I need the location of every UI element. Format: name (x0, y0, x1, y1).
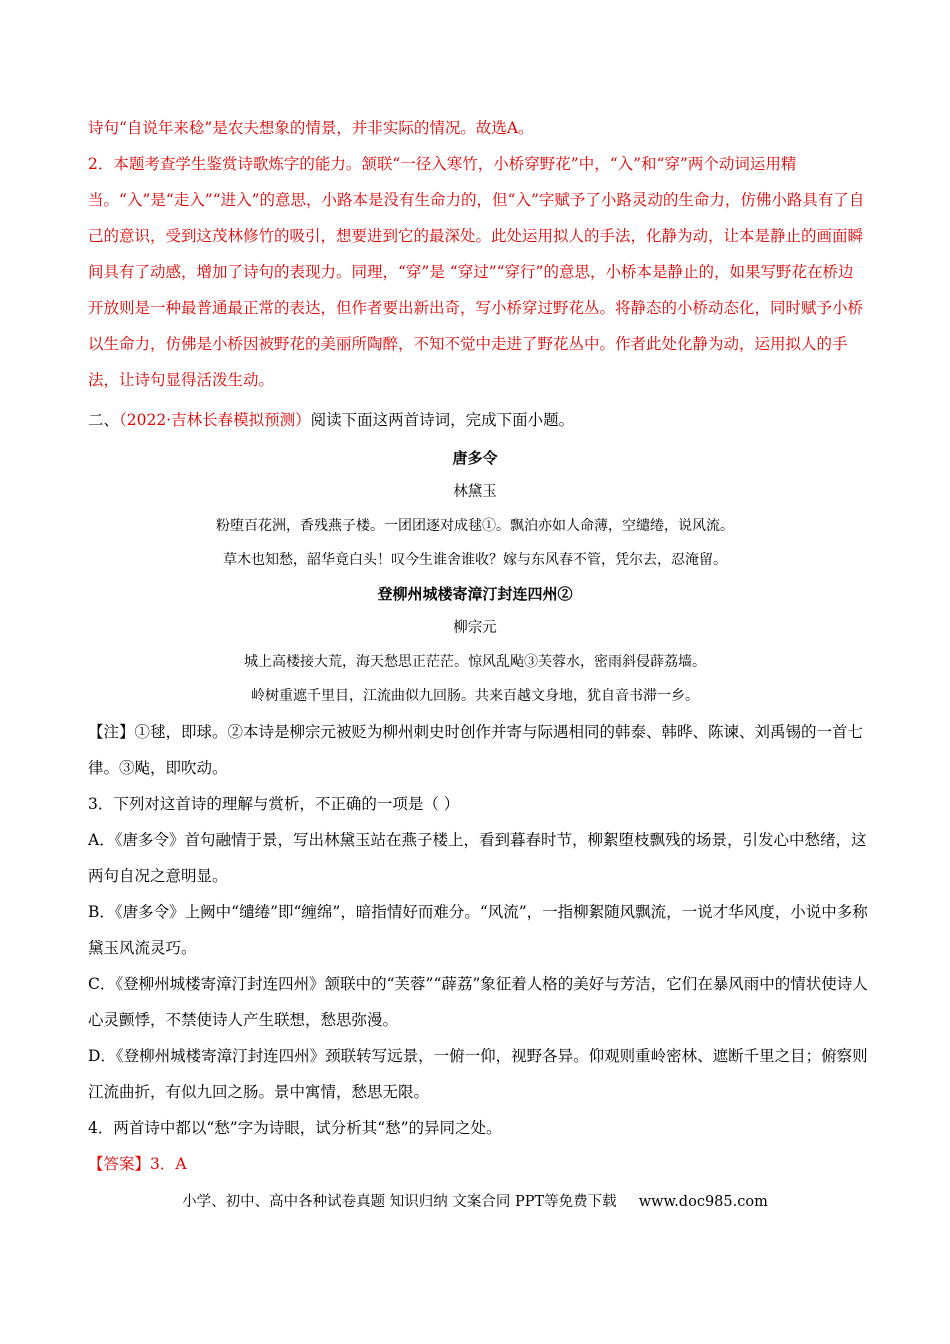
question-3-option-a: A．《唐多令》首句融情于景，写出林黛玉站在燕子楼上，看到暮春时节，柳絮堕枝飘残的场景，引发心中愁绪，这两句自况之意明显。 (88, 831, 867, 885)
poem1-author: 林黛玉 (453, 484, 497, 500)
question-3-option-d: D．《登柳州城楼寄漳汀封连四州》颈联转写远景，一俯一仰，视野各异。仰观则重岭密林、遮断千里之目；俯察则江流曲折，有似九回之肠。景中寓情，愁思无限。 (88, 1047, 868, 1101)
answer-line (88, 1146, 868, 1182)
source-tag: （2022·吉林长春模拟预测） (119, 411, 311, 429)
footer-text: 小学、初中、高中各种试卷真题 知识归纳 文案合同 PPT等免费下载 (182, 1194, 617, 1210)
section-two-heading (88, 402, 868, 438)
poem1-title: 唐多令 (452, 449, 498, 467)
question-3-stem: 3．下列对这首诗的理解与赏析，不正确的一项是（ ） (88, 795, 460, 813)
page-footer (0, 1190, 950, 1214)
section-instruction: 阅读下面这两首诗词，完成下面小题。 (310, 411, 575, 429)
poem1-line-2: 草木也知愁，韶华竟白头！叹今生谁舍谁收？嫁与东风春不管，凭尔去，忍淹留。 (223, 552, 727, 568)
poem2-line-2: 岭树重遮千里目，江流曲似九回肠。共来百越文身地，犹自音书滞一乡。 (251, 688, 699, 704)
poem2-title: 登柳州城楼寄漳汀封连四州② (377, 585, 573, 603)
question-3-option-c: C．《登柳州城楼寄漳汀封连四州》颔联中的“芙蓉”“薜荔”象征着人格的美好与芳洁，它们在暴风雨中的情状使诗人心灵颤悸，不禁使诗人产生联想，愁思弥漫。 (88, 975, 868, 1029)
analysis-paragraph-2: 2．本题考查学生鉴赏诗歌炼字的能力。颔联“一径入寒竹，小桥穿野花”中，“入”和“穿”两个动词运用精当。“入”是“走入”“进入”的意思，小路本是没有生命力的，但“入”字赋予了小路灵动的生命力，仿佛小路具有了自己的意识，受到这茂林修竹的吸引，想要进到它的最深处。此处运用拟人的手法，化静为动，让本是静止的画面瞬间具有了动感，增加了诗句的表现力。同理，“穿”是 “穿过”“穿行”的意思，小桥本是静止的，如果写野花在桥边开放则是一种最普通最正常的表达，但作者要出新出奇，写小桥穿过野花丛。将静态的小桥动态化，同时赋予小桥以生命力，仿佛是小桥因被野花的美丽所陶醉，不知不觉中走进了野花丛中。作者此处化静为动，运用拟人的手法，让诗句显得活泼生动。 (88, 155, 865, 389)
poem2-line-1: 城上高楼接大荒，海天愁思正茫茫。惊风乱飐③芙蓉水，密雨斜侵薜荔墙。 (244, 654, 706, 670)
question-4: 4．两首诗中都以“愁”字为诗眼，试分析其“愁”的异同之处。 (88, 1119, 502, 1137)
poem1-line-1: 粉堕百花洲，香残燕子楼。一团团逐对成毬①。飘泊亦如人命薄，空缱绻，说风流。 (216, 518, 734, 534)
section-prefix: 二、 (88, 411, 120, 429)
question-3-option-b: B．《唐多令》上阙中“缱绻”即“缠绵”，暗指情好而难分。“风流”，一指柳絮随风飘流，一说才华风度，小说中多称黛玉风流灵巧。 (88, 903, 868, 957)
analysis-paragraph-1: 诗句“自说年来稔”是农夫想象的情景，并非实际的情况。故选A。 (88, 119, 534, 137)
answer-value: 3．A (150, 1155, 187, 1173)
annotation-note: 【注】①毬，即球。②本诗是柳宗元被贬为柳州刺史时创作并寄与际遇相同的韩泰、韩晔、陈谏、刘禹锡的一首七律。③飐，即吹动。 (88, 723, 864, 777)
answer-label: 【答案】 (88, 1155, 151, 1173)
footer-url-link[interactable]: www.doc985.com (638, 1194, 768, 1210)
poem2-author: 柳宗元 (453, 620, 497, 636)
